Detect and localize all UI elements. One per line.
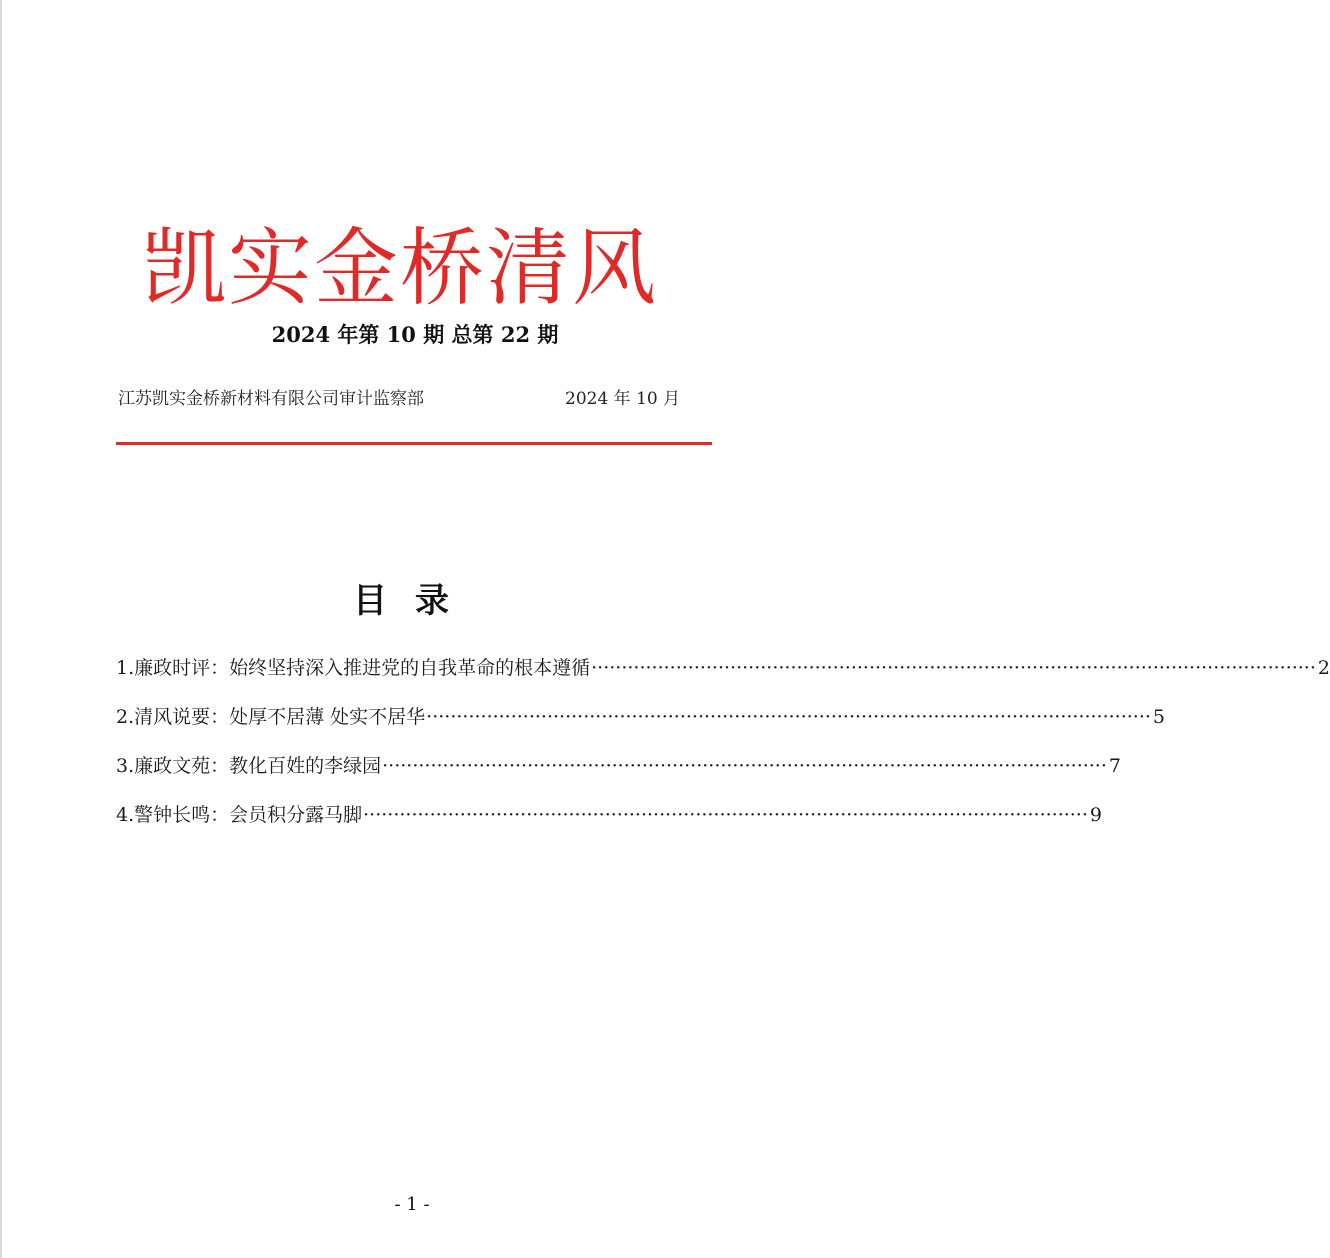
toc-item-page: 9: [1089, 804, 1102, 826]
toc-item-1[interactable]: [116, 650, 1330, 699]
toc-item-4[interactable]: [116, 797, 1102, 846]
organization-name: 江苏凯实金桥新材料有限公司审计监察部: [118, 389, 424, 409]
masthead-title: 凯实金桥清风: [141, 219, 658, 318]
toc-item-page: 2: [1317, 657, 1330, 679]
toc-leader-dots: ························································································································: [426, 706, 1151, 728]
red-divider: [116, 442, 712, 445]
table-of-contents: [116, 650, 1330, 846]
toc-item-2[interactable]: [116, 699, 1166, 748]
toc-leader-dots: ························································································································: [382, 755, 1107, 777]
toc-item-label: 4.警钟长鸣：会员积分露马脚: [116, 804, 363, 826]
toc-title: 目录: [353, 581, 477, 622]
toc-item-page: 5: [1152, 706, 1166, 728]
issue-line: 2024 年第 10 期 总第 22 期: [271, 322, 559, 347]
toc-item-label: 2.清风说要：处厚不居薄 处实不居华: [116, 706, 426, 728]
toc-leader-dots: ························································································································: [363, 804, 1088, 826]
toc-item-label: 1.廉政时评：始终坚持深入推进党的自我革命的根本遵循: [116, 657, 591, 679]
toc-item-3[interactable]: [116, 748, 1121, 797]
page-number: - 1 -: [394, 1194, 430, 1215]
toc-item-label: 3.廉政文苑：教化百姓的李绿园: [116, 755, 382, 777]
page-edge: [0, 0, 2, 1258]
toc-leader-dots: ························································································································: [591, 657, 1316, 679]
toc-item-page: 7: [1108, 755, 1121, 777]
publication-date: 2024 年 10 月: [565, 389, 681, 409]
